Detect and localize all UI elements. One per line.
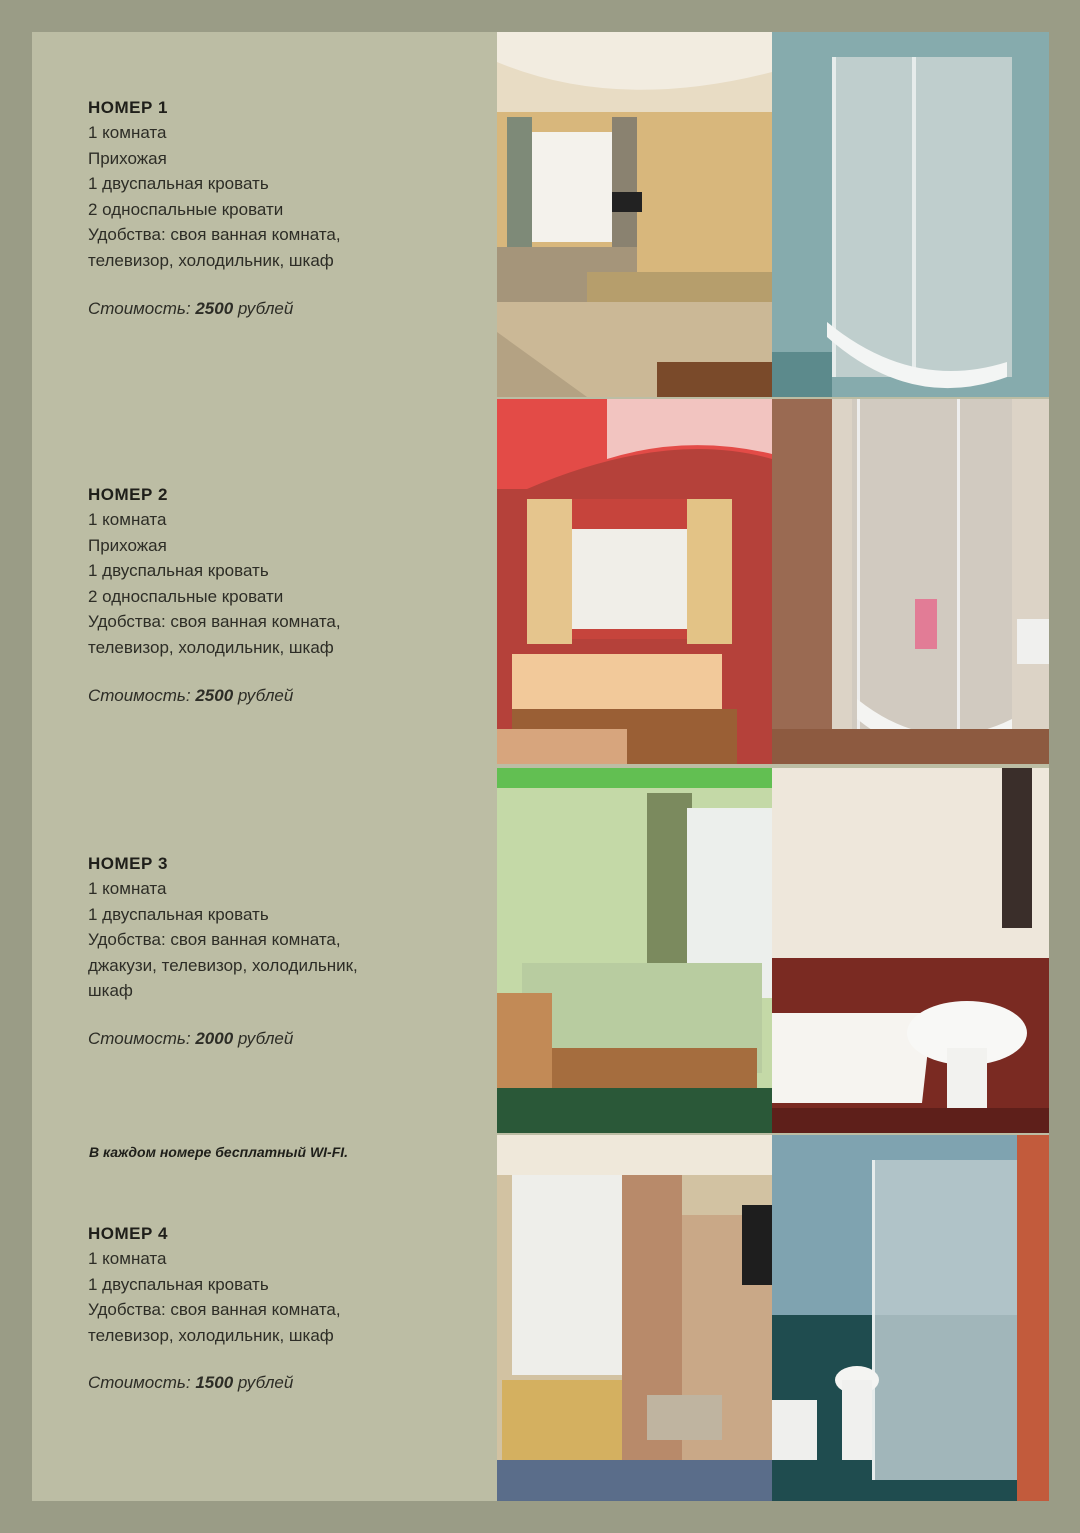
- room-detail: Удобства: своя ванная комната,: [88, 612, 341, 632]
- price-label: Стоимость:: [88, 1373, 191, 1393]
- room-detail: 1 двуспальная кровать: [88, 561, 269, 581]
- price-label: Стоимость:: [88, 1028, 191, 1048]
- room-2-block: [88, 485, 488, 706]
- photo-grid: [497, 32, 1049, 1501]
- room-2-bathroom-photo: [772, 399, 1049, 764]
- price-value: 2000: [195, 1028, 234, 1048]
- room-1-bedroom-photo: [497, 32, 772, 397]
- room-title: НОМЕР 3: [88, 854, 169, 873]
- room-detail: 1 двуспальная кровать: [88, 174, 269, 194]
- price-value: 1500: [195, 1373, 234, 1393]
- price-unit: рублей: [237, 685, 294, 705]
- room-title: НОМЕР 4: [88, 1224, 169, 1243]
- room-detail: Прихожая: [88, 148, 167, 168]
- room-1-block: [88, 98, 488, 319]
- room-price: [88, 1029, 488, 1049]
- room-detail: джакузи, телевизор, холодильник,: [88, 955, 358, 975]
- room-title: НОМЕР 1: [88, 98, 169, 117]
- room-detail: 1 комната: [88, 879, 167, 898]
- room-title: НОМЕР 2: [88, 485, 169, 504]
- room-detail: телевизор, холодильник, шкаф: [88, 637, 334, 657]
- room-detail: телевизор, холодильник, шкаф: [88, 250, 334, 270]
- room-detail: 2 односпальные кровати: [88, 586, 284, 606]
- price-unit: рублей: [237, 1028, 294, 1048]
- price-label: Стоимость:: [88, 298, 191, 318]
- room-detail: 1 комната: [88, 1249, 167, 1268]
- price-label: Стоимость:: [88, 685, 191, 705]
- room-2-bedroom-photo: [497, 399, 772, 764]
- room-detail: Прихожая: [88, 535, 167, 555]
- room-3-block: [88, 854, 488, 1049]
- price-unit: рублей: [237, 298, 294, 318]
- room-descriptions: [32, 32, 497, 1501]
- room-price: [88, 299, 488, 319]
- room-4-block: [88, 1224, 488, 1393]
- room-detail: 1 двуспальная кровать: [88, 1274, 269, 1294]
- room-detail: Удобства: своя ванная комната,: [88, 930, 341, 950]
- price-value: 2500: [195, 298, 234, 318]
- room-detail: телевизор, холодильник, шкаф: [88, 1325, 334, 1345]
- page: [32, 32, 1049, 1501]
- price-unit: рублей: [237, 1373, 294, 1393]
- room-3-bathroom-photo: [772, 768, 1049, 1133]
- room-4-bathroom-photo: [772, 1135, 1049, 1501]
- wifi-note: В каждом номере бесплатный WI-FI.: [89, 1144, 349, 1160]
- room-detail: 1 комната: [88, 510, 167, 529]
- room-price: [88, 686, 488, 706]
- room-1-bathroom-photo: [772, 32, 1049, 397]
- room-detail: Удобства: своя ванная комната,: [88, 225, 341, 245]
- room-4-bedroom-photo: [497, 1135, 772, 1501]
- room-detail: шкаф: [88, 981, 133, 1001]
- room-3-bedroom-photo: [497, 768, 772, 1133]
- price-value: 2500: [195, 685, 234, 705]
- room-detail: 2 односпальные кровати: [88, 199, 284, 219]
- room-detail: 1 двуспальная кровать: [88, 904, 269, 924]
- room-price: [88, 1373, 488, 1393]
- room-detail: 1 комната: [88, 123, 167, 142]
- room-detail: Удобства: своя ванная комната,: [88, 1300, 341, 1320]
